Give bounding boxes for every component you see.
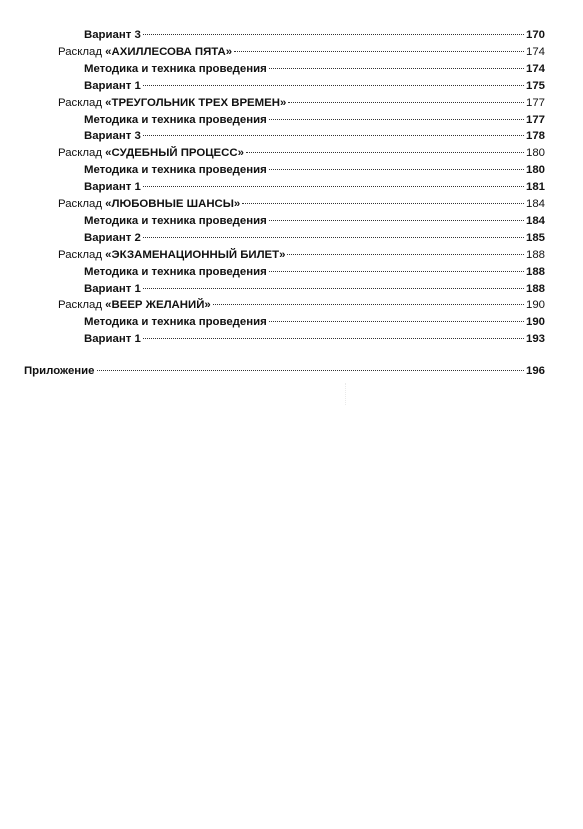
toc-entry-title	[84, 61, 267, 77]
toc-entry-title	[84, 179, 141, 195]
dot-leader	[287, 254, 524, 255]
toc-subsection-entry	[84, 314, 545, 330]
dot-leader	[234, 51, 524, 52]
dot-leader	[143, 338, 524, 339]
toc-entry-label: Расклад	[58, 147, 106, 160]
toc-section-entry	[58, 247, 545, 263]
toc-entry-keyword: «ЭКЗАМЕНАЦИОННЫЙ БИЛЕТ»	[105, 248, 286, 261]
toc-entry-title	[58, 95, 286, 111]
toc-section-entry	[58, 95, 545, 111]
toc-section-entry	[58, 145, 545, 161]
toc-page-number: 174	[525, 62, 545, 75]
toc-entry-keyword: «ВЕЕР ЖЕЛАНИЙ»	[105, 299, 211, 312]
toc-page-number: 180	[525, 147, 545, 160]
toc-entry-title	[84, 281, 141, 297]
dot-leader	[143, 34, 524, 35]
toc-subsection-entry	[84, 213, 545, 229]
toc-entry-title	[58, 196, 240, 212]
toc-entry-label: Методика и техника проведения	[84, 265, 267, 278]
toc-page-number: 181	[525, 181, 545, 194]
toc-subsection-entry	[84, 230, 545, 246]
toc-entry-title	[84, 230, 141, 246]
toc-subsection-entry	[84, 78, 545, 94]
toc-page-number: 178	[525, 130, 545, 143]
toc-page-number: 180	[525, 164, 545, 177]
toc-entry-title	[58, 145, 244, 161]
toc-entry-title	[84, 112, 267, 128]
toc-entry-title	[84, 331, 141, 347]
dot-leader	[143, 288, 524, 289]
scan-artifact	[345, 383, 352, 405]
toc-subsection-entry	[84, 264, 545, 280]
toc-entry-label: Вариант 2	[84, 231, 141, 244]
toc-entry-label: Методика и техника проведения	[84, 164, 267, 177]
toc-subsection-entry	[84, 128, 545, 144]
toc-subsection-entry	[84, 179, 545, 195]
toc-page-number: 190	[525, 299, 545, 312]
dot-leader	[269, 68, 524, 69]
dot-leader	[269, 119, 524, 120]
toc-entry-label: Вариант 1	[84, 282, 141, 295]
dot-leader	[269, 169, 524, 170]
toc-entry-label: Методика и техника проведения	[84, 214, 267, 227]
toc-subsection-entry	[84, 27, 545, 43]
toc-entry-label: Расклад	[58, 299, 106, 312]
toc-subsection-entry	[84, 61, 545, 77]
toc-page-number: 188	[525, 248, 545, 261]
toc-entry-keyword: «ТРЕУГОЛЬНИК ТРЕХ ВРЕМЕН»	[105, 96, 287, 109]
toc-entry-label: Расклад	[58, 96, 106, 109]
toc-entry-title	[58, 44, 232, 60]
toc-page-number: 188	[525, 265, 545, 278]
toc-entry-title	[58, 297, 211, 313]
toc-page-number: 177	[525, 96, 545, 109]
toc-entry-label: Методика и техника проведения	[84, 316, 267, 329]
toc-entry-title	[84, 78, 141, 94]
toc-page-number: 170	[525, 29, 545, 41]
toc-section-entry	[58, 297, 545, 313]
toc-page-number: 177	[525, 113, 545, 126]
toc-entry-label: Методика и техника проведения	[84, 113, 267, 126]
toc-entry-label: Методика и техника проведения	[84, 62, 267, 75]
toc-entry-label: Вариант 1	[84, 333, 141, 346]
toc-appendix-entry	[24, 363, 545, 379]
toc-page-number: 196	[525, 365, 545, 378]
toc-section-entry	[58, 196, 545, 212]
toc-page-number: 185	[525, 231, 545, 244]
dot-leader	[143, 237, 524, 238]
toc-section-entry	[58, 44, 545, 60]
dot-leader	[213, 304, 524, 305]
toc-entry-keyword: «ЛЮБОВНЫЕ ШАНСЫ»	[105, 198, 241, 210]
toc-subsection-entry	[84, 162, 545, 178]
toc-entry-title	[84, 27, 141, 43]
dot-leader	[143, 135, 524, 136]
toc-entry-title	[84, 213, 267, 229]
dot-leader	[269, 321, 524, 322]
toc-entry-title	[58, 247, 285, 263]
toc-entry-label: Вариант 3	[84, 130, 141, 143]
toc-page-number: 184	[525, 214, 545, 227]
toc-entry-label: Приложение	[24, 365, 95, 378]
toc-page-number: 193	[525, 333, 545, 346]
toc-entry-label: Вариант 1	[84, 181, 141, 194]
toc-entry-title	[84, 264, 267, 280]
toc-entry-label: Расклад	[58, 45, 106, 58]
dot-leader	[143, 85, 524, 86]
toc-entry-label: Расклад	[58, 248, 106, 261]
toc-page-number: 175	[525, 79, 545, 92]
toc-entry-title	[84, 162, 267, 178]
dot-leader	[269, 220, 524, 221]
dot-leader	[288, 102, 524, 103]
toc-page-number: 184	[525, 198, 545, 210]
toc-page-number: 188	[525, 282, 545, 295]
toc-entry-label: Вариант 3	[84, 29, 141, 41]
dot-leader	[143, 186, 524, 187]
toc-entry-label: Расклад	[58, 198, 106, 210]
toc-subsection-entry	[84, 331, 545, 347]
toc-page-number: 190	[525, 316, 545, 329]
toc-entry-keyword: «СУДЕБНЫЙ ПРОЦЕСС»	[105, 147, 244, 160]
toc-subsection-entry	[84, 281, 545, 297]
dot-leader	[246, 152, 524, 153]
dot-leader	[97, 370, 524, 371]
toc-entry-label: Вариант 1	[84, 79, 141, 92]
toc-subsection-entry	[84, 112, 545, 128]
dot-leader	[269, 271, 524, 272]
toc-page-number: 174	[525, 45, 545, 58]
toc-entry-title	[84, 128, 141, 144]
toc-entry-title	[84, 314, 267, 330]
dot-leader	[242, 203, 524, 204]
toc-entry-keyword: «АХИЛЛЕСОВА ПЯТА»	[105, 45, 233, 58]
toc-entry-title	[24, 363, 95, 379]
